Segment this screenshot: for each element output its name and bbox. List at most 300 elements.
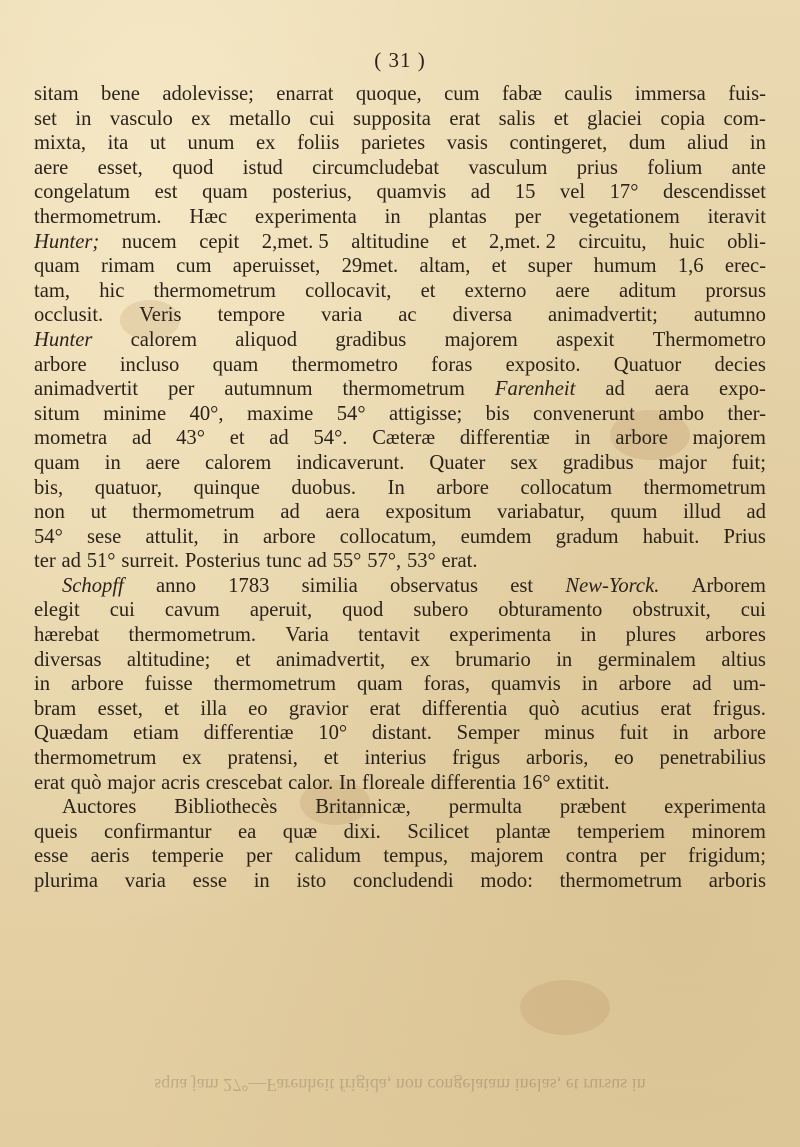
word: huic — [669, 230, 705, 253]
word: vasis — [446, 132, 488, 155]
word: aere — [34, 156, 69, 179]
text-line — [34, 549, 766, 574]
word: Arborem — [691, 574, 766, 597]
word: collocavit, — [305, 279, 392, 302]
word: ad — [269, 427, 289, 450]
word: quam — [212, 353, 259, 376]
word: altitudine — [351, 230, 430, 253]
word: confirmantur — [103, 820, 212, 843]
word: frigus. — [712, 697, 766, 720]
word: permulta — [448, 796, 522, 819]
word: arbore — [615, 427, 668, 450]
word: quam — [34, 451, 80, 474]
word: fuisse — [144, 673, 193, 696]
word: copia — [660, 107, 706, 130]
word: Scilicet — [407, 820, 470, 843]
word: gradum — [555, 525, 619, 548]
text-line — [34, 279, 766, 304]
word: folium — [647, 156, 703, 179]
word: situm — [34, 402, 80, 425]
word: Quædam — [34, 722, 109, 745]
word: aere — [145, 451, 181, 474]
word: descendisset — [663, 181, 766, 204]
word: differentia — [421, 697, 508, 720]
word: quinque — [193, 476, 260, 499]
word: 55° — [332, 550, 362, 573]
word: subero — [413, 599, 469, 622]
word: attigisse; — [388, 402, 463, 425]
word: In — [339, 771, 357, 794]
word: esse — [192, 870, 227, 892]
word: per — [168, 378, 195, 401]
text-line — [34, 771, 766, 796]
word: floreale — [361, 771, 425, 794]
word: Prius — [723, 525, 766, 548]
word: majorem — [692, 427, 766, 450]
word: majorem — [470, 845, 544, 868]
word: erec- — [724, 255, 766, 278]
word: minorem — [691, 820, 766, 843]
word: foras, — [423, 673, 470, 696]
word: majorem — [444, 328, 518, 351]
word: externo — [464, 279, 527, 302]
word: et — [229, 427, 245, 450]
word: iteravit — [707, 205, 766, 228]
word: thermometrum — [132, 501, 255, 524]
word: ad — [280, 501, 300, 524]
word: contingeret, — [509, 132, 608, 155]
word: supposita — [353, 107, 431, 130]
word: mixta, — [34, 132, 87, 155]
word: Quatuor — [613, 353, 682, 376]
word: thermometrum — [34, 747, 157, 770]
word: set — [34, 107, 57, 130]
word: thermometrum. — [34, 205, 162, 228]
word: fuit — [619, 722, 648, 745]
word: major — [658, 451, 707, 474]
text-line — [34, 156, 766, 181]
word: 51° — [86, 550, 116, 573]
text-line — [34, 230, 766, 255]
word: thermometrum. — [128, 624, 257, 647]
word: arbore — [71, 673, 124, 696]
word: cui — [309, 107, 335, 130]
paper-stain — [520, 980, 610, 1035]
word: isto — [296, 870, 327, 892]
word: frigus — [452, 747, 501, 770]
word: modo: — [480, 870, 533, 892]
word: quam — [202, 181, 248, 204]
word: thermometrum — [213, 673, 336, 696]
text-line — [34, 721, 766, 746]
word: aera — [654, 378, 690, 401]
word: aperuisset, — [232, 255, 321, 278]
word: similia — [301, 574, 358, 597]
word: arbores — [705, 624, 766, 647]
word: hic — [99, 279, 125, 302]
word: occlusit. — [34, 304, 104, 327]
word: ut — [90, 501, 107, 524]
word: 54° — [336, 402, 366, 425]
word: thermometrum — [643, 476, 766, 499]
word: major — [107, 771, 156, 794]
word: penetrabilius — [659, 747, 766, 770]
word: tempore — [217, 304, 286, 327]
word: posterius, — [272, 181, 352, 204]
text-line — [34, 648, 766, 673]
word: erat — [369, 697, 401, 720]
word: quamvis — [376, 181, 447, 204]
word: foras — [431, 353, 473, 376]
word: contra — [565, 845, 618, 868]
word: esse — [34, 845, 69, 868]
word: 2,met. 2 — [489, 230, 556, 253]
word: duobus. — [291, 476, 357, 499]
body-text — [34, 82, 766, 894]
word: 40°, — [189, 402, 224, 425]
word: aliud — [687, 132, 729, 155]
text-line — [34, 254, 766, 279]
word: altam, — [419, 255, 471, 278]
word: brumario — [455, 648, 531, 671]
word: diversas — [34, 648, 102, 671]
word: tam, — [34, 279, 71, 302]
word: 54°. — [313, 427, 348, 450]
text-line — [34, 180, 766, 205]
word: gradibus — [562, 451, 634, 474]
word: fuit; — [731, 451, 766, 474]
word: cum — [176, 255, 212, 278]
word: frigidum; — [688, 845, 766, 868]
word: ea — [238, 820, 257, 843]
word: Varia — [285, 624, 329, 647]
word: in — [581, 673, 598, 696]
word: esset, — [97, 697, 143, 720]
word: et — [491, 255, 507, 278]
word: cum — [444, 83, 480, 105]
word: 54° — [34, 525, 63, 548]
text-line — [34, 672, 766, 697]
word: in — [75, 107, 92, 130]
word: quatuor, — [94, 476, 162, 499]
word: indicaverunt. — [296, 451, 405, 474]
word: illa — [200, 697, 227, 720]
word: in — [384, 205, 401, 228]
word: cepit — [199, 230, 240, 253]
word: maxime — [246, 402, 314, 425]
word: non — [34, 501, 65, 524]
text-line — [34, 377, 766, 402]
word: esset, — [97, 156, 143, 179]
italic-word: Hunter — [34, 328, 93, 351]
word: aliquod — [235, 328, 298, 351]
word: minus — [544, 722, 595, 745]
word: quam — [34, 255, 80, 278]
word: differentiæ — [203, 722, 294, 745]
word: ter — [34, 550, 56, 573]
word: dum — [628, 132, 666, 155]
word: pratensi, — [227, 747, 298, 770]
word: ex — [256, 132, 276, 155]
word: aeris — [90, 845, 130, 868]
word: obli- — [727, 230, 766, 253]
word: ad — [61, 550, 81, 573]
word: arbore — [618, 673, 672, 696]
word: habuit. — [642, 525, 700, 548]
word: varia — [321, 304, 363, 327]
word: ad — [605, 378, 625, 401]
page-number: ( 31 ) — [374, 48, 426, 72]
word: foliis — [297, 132, 340, 155]
word: quam — [356, 673, 403, 696]
word: humum — [593, 255, 657, 278]
text-line — [34, 451, 766, 476]
word: erat — [34, 771, 65, 794]
text-line — [34, 697, 766, 722]
word: experimenta — [664, 796, 766, 819]
word: circuitu, — [578, 230, 647, 253]
word: plantas — [428, 205, 487, 228]
word: temperiem — [577, 820, 666, 843]
word: elegit — [34, 599, 80, 622]
word: circumcludebat — [312, 156, 440, 179]
word: 57°, — [367, 550, 402, 573]
word: Hæc — [189, 205, 228, 228]
word: ad — [470, 181, 491, 204]
word: vegetationem — [568, 205, 680, 228]
word: ad — [692, 673, 712, 696]
word: enarrat — [276, 83, 334, 105]
word: decies — [714, 353, 766, 376]
word: in — [253, 870, 270, 892]
word: acutius — [580, 697, 640, 720]
text-line — [34, 303, 766, 328]
word: unum — [187, 132, 235, 155]
word: rimam — [101, 255, 155, 278]
word: 16° — [521, 771, 551, 794]
word: calidum — [294, 845, 362, 868]
word: obturamento — [498, 599, 603, 622]
word: quamvis — [490, 673, 561, 696]
word: differentiæ — [459, 427, 550, 450]
word: 1783 — [228, 574, 270, 597]
word: variabatur, — [496, 501, 585, 524]
italic-word: Hunter; — [34, 230, 100, 253]
word: in — [556, 648, 573, 671]
word: calorem — [204, 451, 272, 474]
italic-word: Schopff — [62, 574, 124, 597]
word: metallo — [229, 107, 291, 130]
word: Quater — [429, 451, 486, 474]
word: per — [246, 845, 273, 868]
word: ac — [398, 304, 417, 327]
word: eo — [248, 697, 268, 720]
word: ther- — [727, 402, 766, 425]
word: fuis- — [728, 83, 766, 105]
text-line — [34, 623, 766, 648]
word: quod — [172, 156, 214, 179]
word: ad — [307, 550, 327, 573]
word: præbent — [559, 796, 627, 819]
word: 17° — [609, 181, 639, 204]
word: per — [514, 205, 541, 228]
word: quò — [528, 697, 560, 720]
text-line — [34, 746, 766, 771]
word: arbore — [34, 353, 87, 376]
word: thermometro — [291, 353, 398, 376]
text-line — [34, 598, 766, 623]
word: plures — [625, 624, 676, 647]
word: 15 — [514, 181, 536, 204]
word: 2,met. 5 — [261, 230, 329, 253]
text-line — [34, 131, 766, 156]
word: calor. — [288, 771, 334, 794]
word: incluso — [119, 353, 180, 376]
text-line — [34, 525, 766, 550]
text-line — [34, 795, 766, 820]
word: ex — [191, 107, 211, 130]
word: acris — [161, 771, 200, 794]
word: illud — [683, 501, 721, 524]
word: ambo — [658, 402, 705, 425]
word: erat — [449, 107, 481, 130]
word: et — [164, 697, 180, 720]
word: erat. — [441, 550, 478, 573]
word: aera — [325, 501, 360, 524]
word: diversa — [452, 304, 513, 327]
word: exposito. — [505, 353, 581, 376]
word: ut — [149, 132, 166, 155]
word: interius — [364, 747, 427, 770]
word: Bibliothecès — [174, 796, 278, 819]
word: sese — [87, 525, 122, 548]
word: germinalem — [597, 648, 696, 671]
word: bram — [34, 697, 77, 720]
word: gradibus — [335, 328, 407, 351]
word: eo — [614, 747, 634, 770]
word: ad — [746, 501, 766, 524]
word: sex — [510, 451, 538, 474]
word: eumdem — [460, 525, 532, 548]
word: ex — [182, 747, 202, 770]
word: salis — [498, 107, 536, 130]
word: mometra — [34, 427, 108, 450]
word: quum — [610, 501, 658, 524]
text-line — [34, 328, 766, 353]
word: differentia — [430, 771, 517, 794]
word: 10° — [318, 722, 348, 745]
word: thermometrum — [559, 870, 683, 892]
word: altitudine; — [126, 648, 211, 671]
word: animadvertit, — [275, 648, 386, 671]
word: temperie — [151, 845, 224, 868]
word: Posterius — [184, 550, 261, 573]
word: cui — [740, 599, 766, 622]
word: altius — [721, 648, 766, 671]
word: minime — [103, 402, 167, 425]
word: vasculum — [468, 156, 548, 179]
word: cavum — [164, 599, 220, 622]
text-line — [34, 869, 766, 894]
word: thermometrum — [153, 279, 276, 302]
word: et — [451, 230, 467, 253]
word: arbore — [436, 476, 489, 499]
word: vel — [559, 181, 586, 204]
word: autumnum — [224, 378, 313, 401]
text-line — [34, 820, 766, 845]
word: quoque, — [355, 83, 422, 105]
word: in — [104, 451, 121, 474]
word: hærebat — [34, 624, 100, 647]
text-line — [34, 82, 766, 107]
word: adolevisse; — [162, 83, 254, 105]
word: Thermometro — [652, 328, 766, 351]
word: in — [222, 525, 239, 548]
word: sitam — [34, 83, 79, 105]
word: arboris, — [526, 747, 589, 770]
text-line — [34, 402, 766, 427]
word: fabæ — [501, 83, 542, 105]
word: animadvertit — [34, 378, 139, 401]
word: tempus, — [383, 845, 448, 868]
word: quò — [70, 771, 102, 794]
word: bis — [485, 402, 510, 425]
word: immersa — [634, 83, 706, 105]
italic-word: New-Yorck. — [565, 574, 660, 597]
word: animadvertit; — [548, 304, 658, 327]
word: dixi. — [343, 820, 381, 843]
word: etiam — [133, 722, 179, 745]
word: in — [580, 624, 597, 647]
word: ante — [731, 156, 766, 179]
word: quod — [342, 599, 384, 622]
word: In — [387, 476, 405, 499]
word: attulit, — [145, 525, 199, 548]
word: super — [527, 255, 573, 278]
word: expo- — [719, 378, 766, 401]
word: nucem — [121, 230, 177, 253]
word: extitit. — [556, 771, 610, 794]
word: et — [323, 747, 339, 770]
word: ad — [131, 427, 152, 450]
word: calorem — [130, 328, 197, 351]
word: arbore — [713, 722, 766, 745]
word: 29met. — [341, 255, 399, 278]
word: in — [749, 132, 766, 155]
word: vasculo — [109, 107, 173, 130]
italic-word: Farenheit — [494, 378, 576, 401]
word: crescebat — [205, 771, 283, 794]
word: 53° — [406, 550, 436, 573]
word: expositum — [385, 501, 472, 524]
word: collocatum — [520, 476, 612, 499]
word: tunc — [266, 550, 302, 573]
word: aere — [555, 279, 590, 302]
word: varia — [124, 870, 166, 892]
word: plurima — [34, 870, 99, 892]
word: quæ — [282, 820, 318, 843]
word: est — [154, 181, 178, 204]
word: tentavit — [358, 624, 420, 647]
word: in — [34, 673, 51, 696]
word: et — [235, 648, 251, 671]
word: per — [639, 845, 666, 868]
word: parietes — [361, 132, 426, 155]
word: surreit. — [121, 550, 180, 573]
word: gravior — [288, 697, 349, 720]
word: collocatum, — [339, 525, 437, 548]
word: observatus — [389, 574, 479, 597]
